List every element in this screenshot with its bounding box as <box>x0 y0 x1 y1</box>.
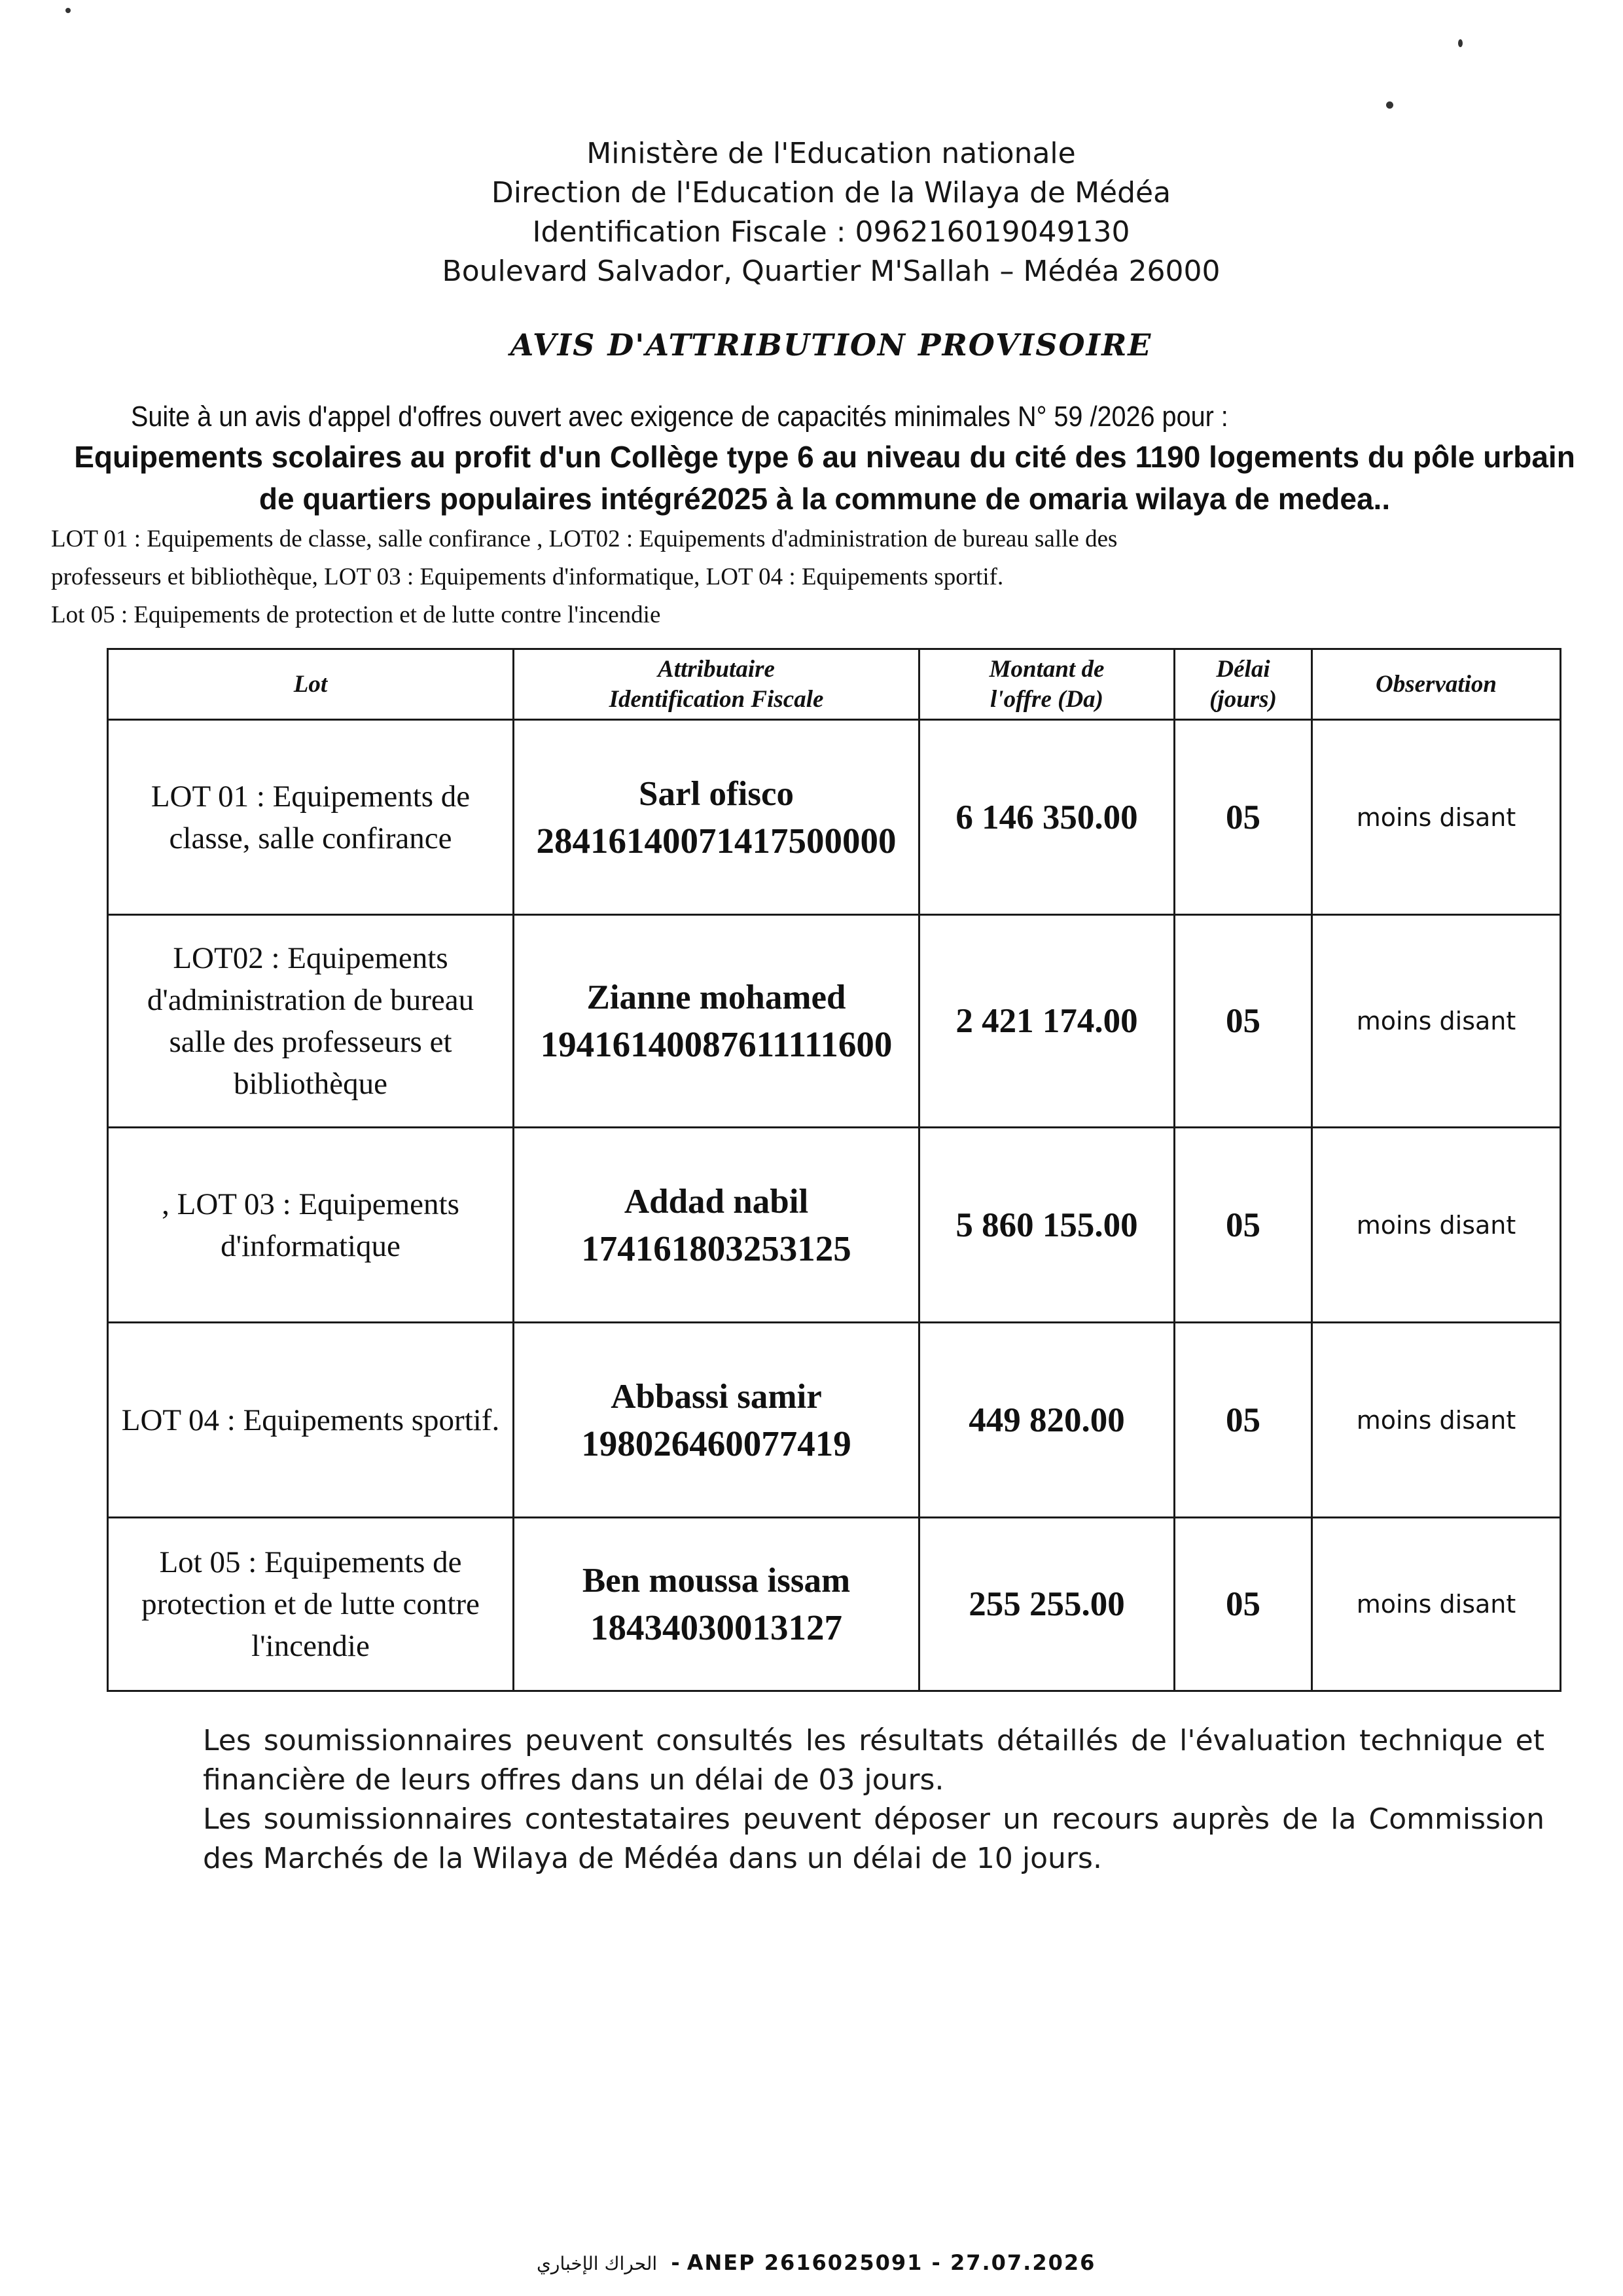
lots-line: professeurs et bibliothèque, LOT 03 : Equipements d'informatique, LOT 04 : Equipements sportif. <box>51 564 1004 590</box>
attributaire-name: Addad nabil <box>624 1182 809 1221</box>
appeal-note: Les soumissionnaires contestataires peuvent déposer un recours auprès de la Commission des Marchés de la Wilaya de Médéa dans un délai de 10 jours. <box>203 1803 1544 1875</box>
header-lot: Lot <box>108 649 514 720</box>
issuer-header <box>0 134 1623 291</box>
delai-cell: 05 <box>1175 1518 1312 1691</box>
direction-line: Direction de l'Education de la Wilaya de Médéa <box>491 176 1171 209</box>
attributaire-nif: 19416140087611111600 <box>540 1024 893 1064</box>
tender-subject: Equipements scolaires au profit d'un Collège type 6 au niveau du cité des 1190 logements du pôle urbain de quartiers populaires intégré2025 à la commune de omaria wilaya de medea.. <box>74 440 1575 516</box>
header-montant-line: Montant de <box>989 655 1105 683</box>
montant-cell: 5 860 155.00 <box>919 1128 1175 1323</box>
closing-notes <box>203 1721 1544 1878</box>
header-montant <box>919 649 1175 720</box>
montant-cell: 449 820.00 <box>919 1323 1175 1518</box>
scan-speck <box>65 8 71 13</box>
address-line: Boulevard Salvador, Quartier M'Sallah – Médéa 26000 <box>442 255 1221 288</box>
header-delai-line: (jours) <box>1209 685 1277 713</box>
table-row <box>108 915 1561 1128</box>
attributaire-cell <box>514 1518 919 1691</box>
lot-cell: LOT02 : Equipements d'administration de bureau salle des professeurs et bibliothèque <box>108 915 514 1128</box>
anep-number-date: - ANEP 2616025091 - 27.07.2026 <box>671 2250 1096 2275</box>
lot-cell: , LOT 03 : Equipements d'informatique <box>108 1128 514 1323</box>
table-row <box>108 1323 1561 1518</box>
attributaire-cell <box>514 1128 919 1323</box>
delai-cell: 05 <box>1175 720 1312 915</box>
header-attributaire <box>514 649 919 720</box>
montant-cell: 255 255.00 <box>919 1518 1175 1691</box>
observation-cell: moins disant <box>1312 1518 1561 1691</box>
lot-cell: Lot 05 : Equipements de protection et de lutte contre l'incendie <box>108 1518 514 1691</box>
fiscal-id-line: Identification Fiscale : 096216019049130 <box>532 215 1130 249</box>
table-row <box>108 1128 1561 1323</box>
attributaire-nif: 198026460077419 <box>581 1423 851 1463</box>
tender-intro: Suite à un avis d'appel d'offres ouvert avec exigence de capacités minimales N° 59 /2026 pour : <box>131 401 1228 433</box>
attributaire-name: Abbassi samir <box>611 1377 822 1416</box>
header-montant-line: l'offre (Da) <box>990 685 1103 713</box>
attributaire-cell <box>514 915 919 1128</box>
attributaire-name: Ben moussa issam <box>582 1562 851 1600</box>
delai-cell: 05 <box>1175 1323 1312 1518</box>
notice-title: AVIS D'ATTRIBUTION PROVISOIRE <box>510 327 1152 363</box>
header-attributaire-line: Attributaire <box>658 655 775 683</box>
lot-cell: LOT 04 : Equipements sportif. <box>108 1323 514 1518</box>
newspaper-name: الحراك الإخباري <box>537 2253 658 2274</box>
attributaire-nif: 28416140071417500000 <box>536 820 897 861</box>
anep-reference <box>537 2250 1096 2275</box>
award-table <box>107 648 1561 1692</box>
lots-line: LOT 01 : Equipements de classe, salle confirance , LOT02 : Equipements d'administration de bureau salle des <box>51 526 1118 552</box>
header-attributaire-line: Identification Fiscale <box>609 685 824 713</box>
table-row <box>108 1518 1561 1691</box>
montant-cell: 6 146 350.00 <box>919 720 1175 915</box>
observation-cell: moins disant <box>1312 915 1561 1128</box>
attributaire-cell <box>514 720 919 915</box>
observation-cell: moins disant <box>1312 720 1561 915</box>
scan-speck <box>1458 39 1463 47</box>
header-observation: Observation <box>1312 649 1561 720</box>
lot-cell: LOT 01 : Equipements de classe, salle confirance <box>108 720 514 915</box>
delai-cell: 05 <box>1175 1128 1312 1323</box>
montant-cell: 2 421 174.00 <box>919 915 1175 1128</box>
consultation-note: Les soumissionnaires peuvent consultés les résultats détaillés de l'évaluation technique et financière de leurs offres dans un délai de 03 jours. <box>203 1724 1544 1797</box>
attributaire-name: Zianne mohamed <box>586 978 846 1016</box>
lots-description <box>51 520 1576 634</box>
observation-cell: moins disant <box>1312 1323 1561 1518</box>
observation-cell: moins disant <box>1312 1128 1561 1323</box>
attributaire-name: Sarl ofisco <box>639 774 794 813</box>
attributaire-nif: 18434030013127 <box>590 1607 842 1647</box>
ministry-line: Ministère de l'Education nationale <box>586 137 1076 170</box>
header-delai-line: Délai <box>1216 655 1270 683</box>
table-row <box>108 720 1561 915</box>
lots-line: Lot 05 : Equipements de protection et de lutte contre l'incendie <box>51 601 661 628</box>
header-delai <box>1175 649 1312 720</box>
attributaire-cell <box>514 1323 919 1518</box>
attributaire-nif: 174161803253125 <box>581 1228 851 1268</box>
table-header-row <box>108 649 1561 720</box>
scan-speck <box>1386 101 1393 109</box>
delai-cell: 05 <box>1175 915 1312 1128</box>
